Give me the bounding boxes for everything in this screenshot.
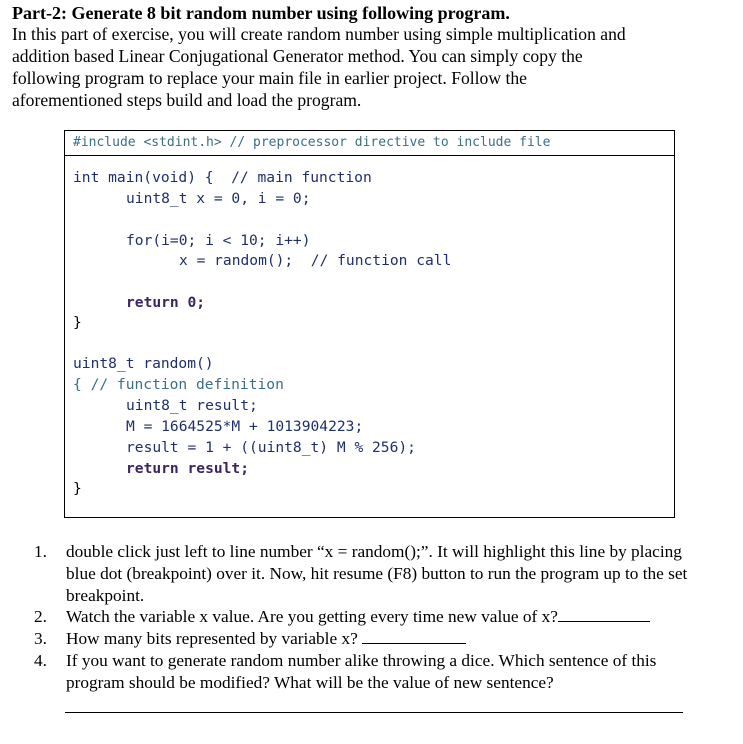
code-line-main: int main(void) { // main function [73, 169, 372, 186]
code-line-close-main: } [73, 314, 82, 331]
code-line-call: x = random(); // function call [179, 252, 452, 269]
question-number: 3. [34, 629, 47, 649]
question-list [34, 541, 704, 694]
code-line-for: for(i=0; i < 10; i++) [126, 232, 311, 249]
question-number: 2. [34, 607, 47, 627]
intro-line: following program to replace your main file in earlier project. Follow the [12, 68, 527, 88]
code-line-m-update: M = 1664525*M + 1013904223; [126, 418, 364, 435]
answer-line[interactable] [65, 712, 683, 713]
code-line-return: return 0; [126, 294, 206, 311]
intro-paragraph [12, 23, 732, 111]
code-line-definition-comment: { // function definition [73, 376, 284, 393]
question-text: How many bits represented by variable x? [66, 629, 358, 649]
code-line-result-decl: uint8_t result; [126, 397, 258, 414]
include-directive [65, 131, 674, 156]
answer-blank[interactable] [362, 629, 466, 644]
question-number: 1. [34, 542, 47, 561]
question-number: 4. [34, 650, 47, 670]
question-text: Watch the variable x value. Are you getting every time new value of x? [66, 607, 558, 627]
question-text: If you want to generate random number alike throwing a dice. Which sentence of this program should be modified? What will be the value of new sentence? [66, 650, 657, 692]
code-listing [64, 130, 675, 518]
code-line-return-result: return result; [126, 460, 250, 477]
code-line-close-random: } [73, 480, 82, 497]
question-item [34, 650, 704, 694]
intro-line: addition based Linear Conjugational Generator method. You can simply copy the [12, 46, 583, 66]
include-line: #include <stdint.h> // preprocessor directive to include file [73, 135, 551, 150]
question-item [34, 541, 704, 606]
question-text: double click just left to line number “x = random();”. It will highlight this line by placing blue dot (breakpoint) over it. Now, hit resume (F8) button to run the program up to the set breakpoint. [66, 542, 688, 605]
code-line-result-assign: result = 1 + ((uint8_t) M % 256); [126, 439, 416, 456]
question-item [34, 606, 704, 628]
answer-blank[interactable] [558, 607, 650, 622]
section-heading: Part-2: Generate 8 bit random number using following program. [12, 3, 510, 23]
question-item [34, 628, 704, 650]
intro-line: aforementioned steps build and load the program. [12, 90, 362, 110]
intro-line: In this part of exercise, you will create random number using simple multiplication and [12, 24, 626, 44]
code-line-declare: uint8_t x = 0, i = 0; [126, 190, 311, 207]
code-line-random-signature: uint8_t random() [73, 355, 214, 372]
